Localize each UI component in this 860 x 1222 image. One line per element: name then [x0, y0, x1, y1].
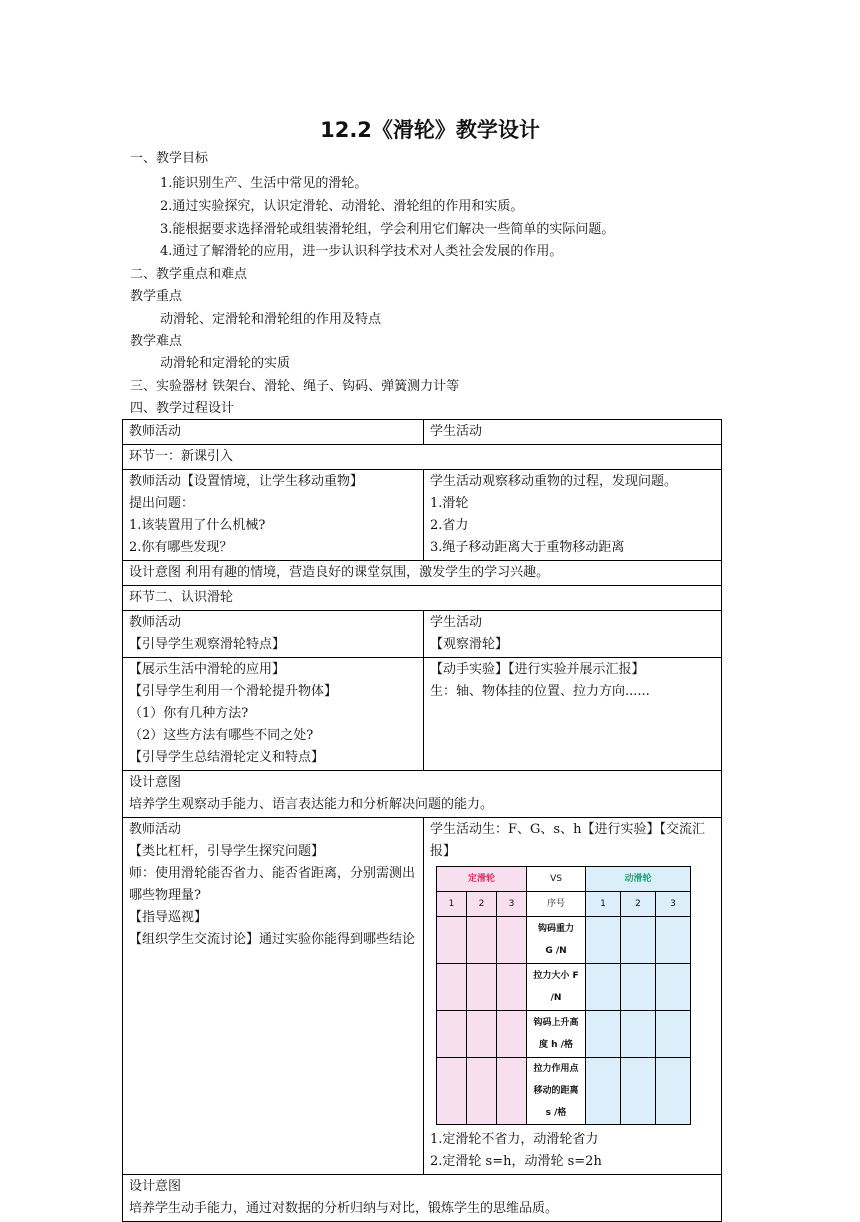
teacher-cell — [123, 658, 424, 771]
table-row — [123, 771, 722, 818]
table-row — [123, 470, 722, 561]
key-text: 动滑轮、定滑轮和滑轮组的作用及特点 — [160, 312, 382, 327]
table-row — [437, 892, 691, 917]
goal-2: 2.通过实验探究，认识定滑轮、动滑轮、滑轮组的作用和实质。 — [160, 199, 524, 214]
student-cell — [424, 818, 722, 1175]
design-intent-2 — [123, 771, 722, 818]
segment-1-heading: 环节一：新课引入 — [123, 445, 722, 470]
table-row — [437, 917, 691, 964]
table-row — [437, 964, 691, 1011]
data-cell — [437, 917, 467, 964]
cell-text: （2）这些方法有哪些不同之处? — [129, 728, 314, 743]
cell-text: 师：使用滑轮能否省力、能否省距离，分别需测出哪些物理量? — [129, 866, 416, 903]
goal-3: 3.能根据要求选择滑轮或组装滑轮组，学会利用它们解决一些简单的实际问题。 — [160, 222, 615, 237]
data-cell — [437, 1058, 467, 1125]
cell-text: 【展示生活中滑轮的应用】 — [129, 662, 286, 677]
data-cell — [437, 1011, 467, 1058]
trial-number: 3 — [497, 892, 527, 917]
data-cell — [467, 1058, 497, 1125]
section-process-heading: 四、教学过程设计 — [130, 401, 235, 416]
data-cell — [656, 917, 691, 964]
quantity-label: 拉力作用点移动的距离 s /格 — [527, 1058, 586, 1125]
data-cell — [656, 1011, 691, 1058]
goal-1: 1.能识别生产、生活中常见的滑轮。 — [160, 176, 368, 191]
cell-text: 【组织学生交流讨论】通过实验你能得到哪些结论 — [129, 932, 416, 947]
quantity-label: 拉力大小 F /N — [527, 964, 586, 1011]
cell-text: 【类比杠杆，引导学生探究问题】 — [129, 844, 325, 859]
table-row — [123, 561, 722, 586]
data-cell — [586, 917, 621, 964]
cell-text: 学生活动观察移动重物的过程，发现问题。 — [430, 474, 678, 489]
table-row — [437, 1011, 691, 1058]
quantity-label: 钩码上升高度 h /格 — [527, 1011, 586, 1058]
data-cell — [497, 917, 527, 964]
key-label: 教学重点 — [130, 289, 183, 304]
cell-text: 学生活动 — [430, 615, 483, 630]
table-row — [123, 818, 722, 1175]
segment-2-heading: 环节二、认识滑轮 — [123, 586, 722, 611]
data-cell — [656, 964, 691, 1011]
cell-text: 教师活动 — [129, 822, 182, 837]
table-row — [123, 1175, 722, 1222]
table-row — [123, 420, 722, 445]
cell-text: 2.省力 — [430, 518, 469, 533]
cell-text: 【引导学生总结滑轮定义和特点】 — [129, 750, 325, 765]
data-cell — [497, 964, 527, 1011]
cell-text: 【引导学生观察滑轮特点】 — [129, 637, 286, 652]
cell-text: 生：轴、物体挂的位置、拉力方向...... — [430, 684, 650, 699]
fixed-pulley-header: 定滑轮 — [437, 867, 527, 892]
trial-number: 2 — [467, 892, 497, 917]
header-student: 学生活动 — [424, 420, 722, 445]
design-text: 培养学生观察动手能力、语言表达能力和分析解决问题的能力。 — [129, 797, 494, 812]
cell-text: 学生活动生：F、G、s、h【进行实验】【交流汇报】 — [430, 822, 705, 859]
data-cell — [621, 1011, 656, 1058]
data-cell — [586, 1058, 621, 1125]
page-title: 12.2《滑轮》教学设计 — [320, 118, 540, 142]
cell-text: （1）你有几种方法? — [129, 706, 249, 721]
design-text: 培养学生动手能力，通过对数据的分析归纳与对比，锻炼学生的思维品质。 — [129, 1201, 559, 1216]
difficulty-label: 教学难点 — [130, 334, 183, 349]
cell-text: 提出问题： — [129, 496, 195, 511]
cell-text: 【观察滑轮】 — [430, 637, 509, 652]
data-cell — [467, 917, 497, 964]
data-cell — [467, 1011, 497, 1058]
data-cell — [437, 964, 467, 1011]
data-cell — [621, 1058, 656, 1125]
table-row — [123, 445, 722, 470]
process-table — [122, 419, 722, 1222]
teacher-cell — [123, 470, 424, 561]
vs-label: VS — [527, 867, 586, 892]
data-cell — [656, 1058, 691, 1125]
teacher-cell — [123, 818, 424, 1175]
header-teacher: 教师活动 — [123, 420, 424, 445]
table-row — [437, 867, 691, 892]
cell-text: 【引导学生利用一个滑轮提升物体】 — [129, 684, 338, 699]
table-row — [123, 611, 722, 658]
cell-text: 教师活动【设置情境，让学生移动重物】 — [129, 474, 364, 489]
cell-text: 2.定滑轮 s=h，动滑轮 s=2h — [430, 1154, 602, 1169]
trial-number: 1 — [437, 892, 467, 917]
teacher-cell — [123, 611, 424, 658]
serial-label: 序号 — [527, 892, 586, 917]
data-cell — [497, 1058, 527, 1125]
table-row — [437, 1058, 691, 1125]
data-cell — [621, 964, 656, 1011]
goal-4: 4.通过了解滑轮的应用，进一步认识科学技术对人类社会发展的作用。 — [160, 244, 563, 259]
section-key-heading: 二、教学重点和难点 — [130, 267, 248, 282]
cell-text: 【指导巡视】 — [129, 910, 208, 925]
quantity-label: 钩码重力 G /N — [527, 917, 586, 964]
section-objectives-heading: 一、教学目标 — [130, 151, 209, 166]
student-cell — [424, 658, 722, 771]
cell-text: 1.定滑轮不省力，动滑轮省力 — [430, 1132, 599, 1147]
table-row — [123, 658, 722, 771]
cell-text: 2.你有哪些发现？ — [129, 540, 233, 555]
student-cell — [424, 470, 722, 561]
pulley-comparison-table — [436, 866, 691, 1125]
table-row — [123, 586, 722, 611]
section-equipment: 三、实验器材 铁架台、滑轮、绳子、钩码、弹簧测力计等 — [130, 379, 460, 394]
cell-text: 1.滑轮 — [430, 496, 469, 511]
design-intent-1: 设计意图 利用有趣的情境，营造良好的课堂氛围，激发学生的学习兴趣。 — [123, 561, 722, 586]
trial-number: 1 — [586, 892, 621, 917]
cell-text: 【动手实验】【进行实验并展示汇报】 — [430, 662, 645, 677]
student-cell — [424, 611, 722, 658]
cell-text: 1.该装置用了什么机械? — [129, 518, 266, 533]
cell-text: 教师活动 — [129, 615, 182, 630]
design-intent-3 — [123, 1175, 722, 1222]
trial-number: 2 — [621, 892, 656, 917]
moving-pulley-header: 动滑轮 — [586, 867, 691, 892]
data-cell — [621, 917, 656, 964]
data-cell — [467, 964, 497, 1011]
data-cell — [586, 1011, 621, 1058]
difficulty-text: 动滑轮和定滑轮的实质 — [160, 356, 291, 371]
data-cell — [497, 1011, 527, 1058]
cell-text: 3.绳子移动距离大于重物移动距离 — [430, 540, 625, 555]
design-label: 设计意图 — [129, 775, 182, 790]
design-label: 设计意图 — [129, 1179, 182, 1194]
trial-number: 3 — [656, 892, 691, 917]
data-cell — [586, 964, 621, 1011]
